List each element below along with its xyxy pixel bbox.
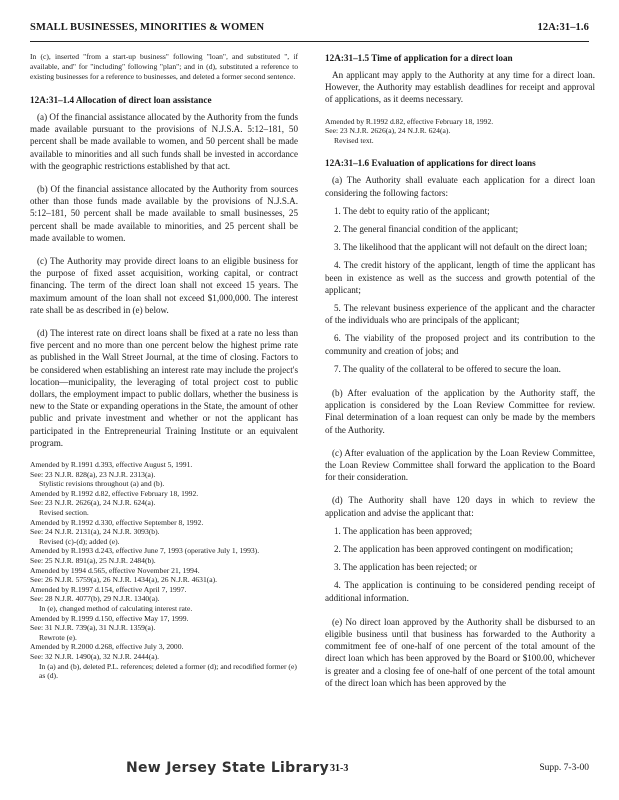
amendment-entry: See: 24 N.J.R. 2131(a), 24 N.J.R. 3093(b). (30, 527, 160, 537)
amendment-entry: Amended by R.1992 d.82, effective February 18, 1992. (30, 488, 199, 498)
amendment-history (30, 460, 298, 681)
paragraph-1-6-e: (e) No direct loan approved by the Authority shall be disbursed to an eligible business until that business has forwarded to the Authority a commitment fee of one-half of one percent of the total amount of the direct loan which has been approved by the Board or $100.00, whichever is greater and a closing fee of one-half of one percent of the total amount of the direct loan which has been approved by the (325, 616, 595, 688)
header-section-number: 12A:31–1.6 (537, 22, 589, 33)
amendment-entry: Amended by 1994 d.565, effective November 21, 1994. (30, 565, 200, 575)
amendment-entry: Revised section. (39, 508, 89, 518)
supplement-date: Supp. 7-3-00 (539, 763, 589, 773)
amendment-entry: See: 32 N.J.R. 1490(a), 32 N.J.R. 2444(a). (30, 651, 160, 661)
history-note: In (c), inserted "from a start-up business" following "loan", and substituted ", if available, and" for "including" following "plan"; and in (d), substituted a reference to existing businesses for a reference to businesses, and deleted a former second sentence. (30, 52, 298, 81)
page-footer (30, 760, 589, 780)
outcome-item: 3. The application has been rejected; or (334, 562, 477, 573)
paragraph-1-4-b: (b) Of the financial assistance allocated by the Authority from sources other than those funds made available by the provisions of N.J.S.A. 5:12–181, 50 percent shall be made available to small businesses, 25 percent shall be made available to minorities, and 25 percent shall be made available to women. (30, 184, 298, 243)
amendment-entry: Amended by R.1992 d.330, effective September 8, 1992. (30, 517, 204, 527)
amendment-entry: Stylistic revisions throughout (a) and (b). (39, 479, 165, 489)
amendment-entry: Amended by R.1993 d.243, effective June 7, 1993 (operative July 1, 1993). (30, 546, 260, 556)
factor-item: 7. The quality of the collateral to be offered to secure the loan. (334, 363, 561, 374)
page-number: 31-3 (330, 763, 349, 774)
amendment-entry: Revised text. (334, 135, 374, 145)
paragraph-1-5: An applicant may apply to the Authority at any time for a direct loan. However, the Authority may establish deadlines for receipt and approval of applications, as it deems necessary. (325, 70, 595, 105)
amendment-history-1-5 (325, 117, 595, 146)
left-column (30, 52, 298, 681)
section-heading-1-4: 12A:31–1.4 Allocation of direct loan assistance (30, 95, 212, 105)
running-header (30, 22, 589, 38)
outcome-item: 4. The application is continuing to be considered pending receipt of additional information. (325, 580, 595, 603)
amendment-entry: Rewrote (e). (39, 632, 77, 642)
amendment-entry: See: 23 N.J.R. 2626(a), 24 N.J.R. 624(a). (30, 498, 156, 508)
factor-item: 2. The general financial condition of the applicant; (334, 224, 519, 234)
paragraph-1-4-c: (c) The Authority may provide direct loans to an eligible business for the purpose of fixed asset acquisition, working capital, or contract financing. The term of the direct loan shall not exceed 15 years. The maximum amount of the loan shall not exceed $1,000,000. The interest rate shall be as described in (e) below. (30, 256, 298, 315)
outcome-item: 2. The application has been approved contingent on modification; (334, 544, 573, 555)
amendment-entry: Amended by R.1997 d.154, effective April 7, 1997. (30, 584, 187, 594)
factor-item: 6. The viability of the proposed project and its contribution to the community and creation of jobs; and (325, 333, 595, 356)
amendment-entry: Amended by R.1991 d.393, effective August 5, 1991. (30, 460, 193, 470)
factor-item: 1. The debt to equity ratio of the applicant; (334, 205, 490, 216)
paragraph-1-6-d: (d) The Authority shall have 120 days in which to review the application and advise the applicant that: (325, 495, 595, 518)
section-heading-1-5: 12A:31–1.5 Time of application for a direct loan (325, 53, 513, 63)
factor-item: 3. The likelihood that the applicant will not default on the direct loan; (334, 242, 588, 253)
amendment-entry: Revised (c)-(d); added (e). (39, 536, 120, 546)
amendment-entry: See: 31 N.J.R. 739(a), 31 N.J.R. 1359(a). (30, 623, 156, 633)
amendment-entry: Amended by R.1999 d.150, effective May 17, 1999. (30, 613, 189, 623)
amendment-entry: See: 28 N.J.R. 4077(b), 29 N.J.R. 1340(a). (30, 594, 160, 604)
amendment-entry: See: 23 N.J.R. 828(a), 23 N.J.R. 2313(a). (30, 469, 156, 479)
outcome-item: 1. The application has been approved; (334, 525, 473, 536)
section-heading-1-6: 12A:31–1.6 Evaluation of applications for direct loans (325, 158, 536, 169)
evaluation-factors-list (325, 205, 595, 375)
amendment-entry: See: 23 N.J.R. 2626(a), 24 N.J.R. 624(a). (325, 126, 451, 136)
factor-item: 4. The credit history of the applicant, length of time the applicant has been in existence as well as the success and growth potential of the applicant; (325, 260, 595, 295)
paragraph-1-6-a: (a) The Authority shall evaluate each application for a direct loan considering the following factors: (325, 175, 595, 198)
amendment-entry: See: 25 N.J.R. 891(a), 25 N.J.R. 2484(b). (30, 556, 156, 566)
amendment-entry: See: 26 N.J.R. 5759(a), 26 N.J.R. 1434(a), 26 N.J.R. 4631(a). (30, 575, 218, 585)
paragraph-1-6-b: (b) After evaluation of the application by the Authority staff, the application is considered by the Loan Review Committee for review. Final determination of a loan request can only be made by the members of the Authority. (325, 388, 595, 435)
paragraph-1-4-d: (d) The interest rate on direct loans shall be fixed at a rate no less than five percent and no more than one percent below the highest prime rate as published in the Wall Street Journal, at the time of closing. Factors to be considered when establishing an interest rate may include the project's location—municipality, the leveraging of total project cost to public dollars, the employment impact to public dollars, whether the business is new to the State or expanding operations in the State, the amount of other public and private investment and whether or not the applicant has participated in the Entrepreneurial Training Institute or an equivalent program. (30, 328, 298, 448)
amendment-entry: In (e), changed method of calculating interest rate. (39, 603, 193, 613)
paragraph-1-4-a: (a) Of the financial assistance allocated by the Authority from the funds made available pursuant to the provisions of N.J.S.A. 5:12–181, 50 percent shall be made available to women, and 50 percent shall be made available to minorities and all such funds shall be invested in accordance with the geographic restrictions established by that act. (30, 112, 298, 171)
amendment-entry: Amended by R.1992 d.82, effective February 18, 1992. (325, 116, 494, 126)
header-title: SMALL BUSINESSES, MINORITIES & WOMEN (30, 22, 265, 33)
amendment-entry: In (a) and (b), deleted P.L. references; deleted a former (d); and recodified former (e) as (d). (39, 661, 297, 681)
amendment-entry: Amended by R.2000 d.268, effective July 3, 2000. (30, 642, 184, 652)
library-logo: New Jersey State Library (126, 760, 330, 776)
review-outcomes-list (325, 525, 595, 604)
paragraph-1-6-c: (c) After evaluation of the application by the Loan Review Committee, the Loan Review Committee shall forward the application to the Board for their consideration. (325, 447, 595, 483)
factor-item: 5. The relevant business experience of the applicant and the character of the individuals who are principals of the applicant; (325, 303, 595, 326)
header-rule (30, 41, 589, 42)
right-column (325, 52, 595, 700)
